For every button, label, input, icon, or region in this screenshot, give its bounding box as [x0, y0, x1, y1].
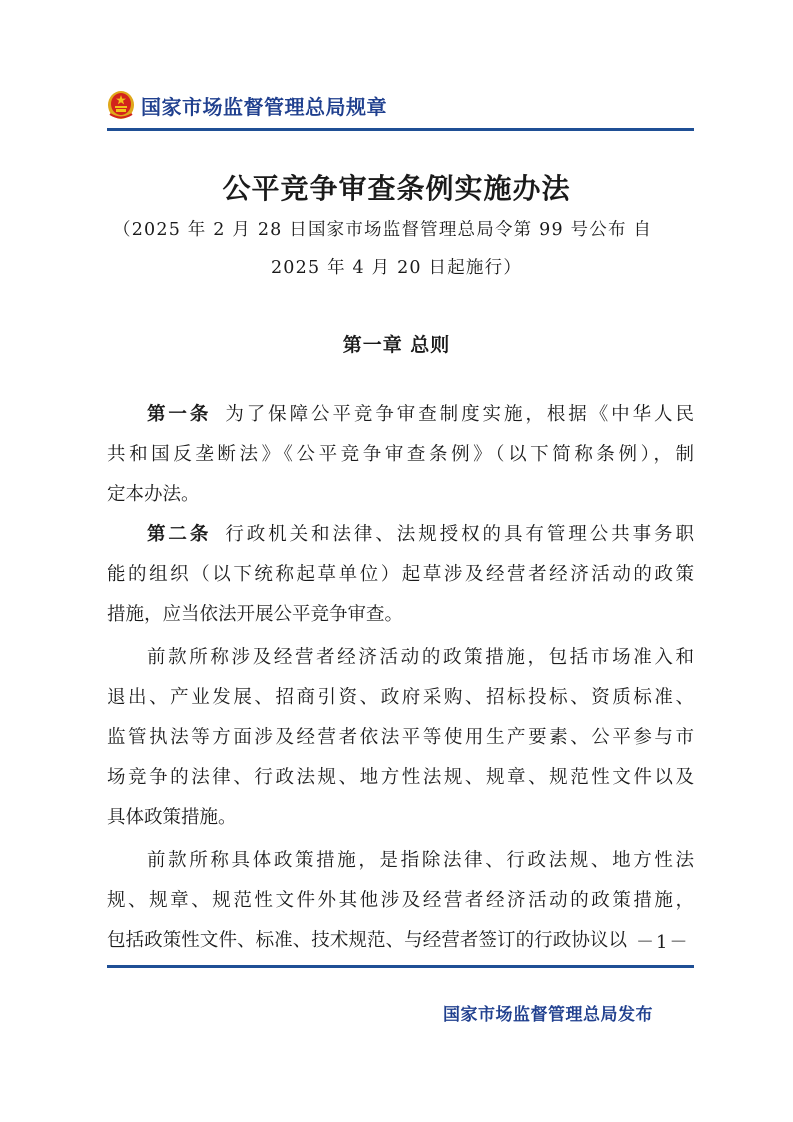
document-subtitle-line-2: 2025 年 4 月 20 日起施行） [270, 258, 523, 278]
chapter-heading: 第一章 总则 [342, 334, 451, 356]
paragraph-4-line-1: 前款所称具体政策措施，是指除法律、行政法规、地方性法 [147, 850, 694, 871]
footer-publisher: 国家市场监督管理总局发布 [443, 1005, 653, 1025]
article-2-line-1 [147, 515, 694, 555]
paragraph-3-line-1: 前款所称涉及经营者经济活动的政策措施，包括市场准入和 [147, 647, 694, 668]
national-emblem-icon [107, 90, 135, 120]
header-title: 国家市场监督管理总局规章 [141, 94, 387, 119]
article-1-text-1: 为了保障公平竞争审查制度实施，根据《中华人民 [225, 404, 694, 425]
article-1-label: 第一条 [147, 404, 212, 425]
header-divider [107, 128, 694, 131]
header [107, 88, 387, 122]
paragraph-3-line-3: 监管执法等方面涉及经营者依法平等使用生产要素、公平参与市 [107, 727, 694, 748]
article-2-label: 第二条 [147, 524, 212, 545]
article-1-line-3: 定本办法。 [107, 484, 200, 505]
article-1-line-1 [147, 395, 694, 435]
paragraph-4-line-3: 包括政策性文件、标准、技术规范、与经营者签订的行政协议以 [107, 930, 627, 951]
paragraph-3-line-4: 场竞争的法律、行政法规、地方性法规、规章、规范性文件以及 [107, 767, 694, 788]
document-title: 公平竞争审查条例实施办法 [222, 172, 571, 205]
article-2-line-3: 措施，应当依法开展公平竞争审查。 [107, 604, 404, 625]
document-subtitle-line-1: （2025 年 2 月 28 日国家市场监督管理总局令第 99 号公布 自 [113, 220, 653, 240]
page-number: －1－ [636, 932, 690, 953]
article-2-text-1: 行政机关和法律、法规授权的具有管理公共事务职 [225, 524, 694, 545]
paragraph-4-line-2: 规、规章、规范性文件外其他涉及经营者经济活动的政策措施， [107, 890, 694, 911]
article-1-line-2: 共和国反垄断法》《公平竞争审查条例》（以下简称条例），制 [107, 444, 694, 465]
paragraph-3-line-2: 退出、产业发展、招商引资、政府采购、招标投标、资质标准、 [107, 687, 694, 708]
article-2-line-2: 能的组织（以下统称起草单位）起草涉及经营者经济活动的政策 [107, 564, 694, 585]
footer-divider [107, 965, 694, 968]
paragraph-3-line-5: 具体政策措施。 [107, 807, 237, 828]
